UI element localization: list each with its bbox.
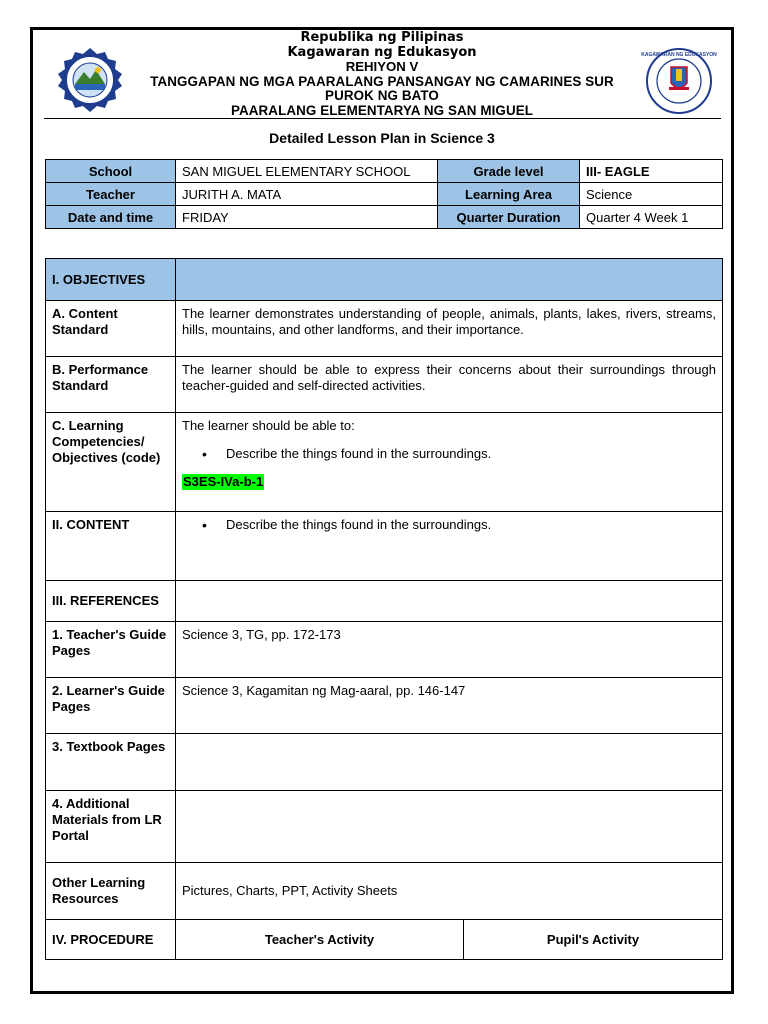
info-row-date	[46, 206, 723, 229]
teacher-label: Teacher	[46, 183, 176, 206]
bullet-icon: •	[202, 446, 207, 462]
references-row	[46, 581, 723, 622]
content-cell	[176, 512, 723, 581]
other-resources-value: Pictures, Charts, PPT, Activity Sheets	[176, 863, 723, 920]
pupil-activity-header: Pupil's Activity	[464, 920, 723, 960]
school-value: SAN MIGUEL ELEMENTARY SCHOOL	[176, 160, 438, 183]
grade-level-label: Grade level	[438, 160, 580, 183]
references-label: III. REFERENCES	[46, 581, 176, 622]
other-resources-label: Other Learning Resources	[46, 863, 176, 920]
document-title: Detailed Lesson Plan in Science 3	[269, 130, 495, 146]
performance-standard-text: The learner should be able to express their concerns about their surroundings through teacher-guided and self-directed activities.	[176, 357, 723, 413]
content-standard-text: The learner demonstrates understanding of people, animals, plants, lakes, rivers, streams, hills, mountains, and other landforms, and their importance.	[176, 301, 723, 357]
deped-seal-ring-text: KAGAWARAN NG EDUKASYON	[641, 52, 717, 58]
letterhead-department: Kagawaran ng Edukasyon	[287, 44, 477, 60]
date-time-label: Date and time	[46, 206, 176, 229]
info-row-school	[46, 160, 723, 183]
letterhead-division: TANGGAPAN NG MGA PAARALANG PANSANGAY NG CAMARINES SUR	[150, 73, 614, 89]
competencies-cell	[176, 413, 723, 512]
textbook-label: 3. Textbook Pages	[46, 734, 176, 791]
teachers-guide-label: 1. Teacher's Guide Pages	[46, 622, 176, 678]
teacher-value: JURITH A. MATA	[176, 183, 438, 206]
teachers-guide-value: Science 3, TG, pp. 172-173	[176, 622, 723, 678]
learning-area-label: Learning Area	[438, 183, 580, 206]
textbook-value	[176, 734, 723, 791]
learners-guide-label: 2. Learner's Guide Pages	[46, 678, 176, 734]
performance-standard-row	[46, 357, 723, 413]
content-standard-row	[46, 301, 723, 357]
school-label: School	[46, 160, 176, 183]
content-bullet-text: Describe the things found in the surroundings.	[226, 517, 492, 532]
letterhead-school: PAARALANG ELEMENTARYA NG SAN MIGUEL	[230, 102, 534, 118]
performance-standard-label: B. Performance Standard	[46, 357, 176, 413]
competency-code: S3ES-IVa-b-1	[183, 474, 264, 489]
competencies-bullet-text: Describe the things found in the surroundings.	[226, 446, 492, 461]
lesson-plan-table	[45, 258, 723, 960]
letterhead-country: Republika ng Pilipinas	[300, 30, 464, 45]
bullet-icon: •	[202, 517, 207, 533]
content-bullet-item	[182, 517, 716, 533]
date-time-value: FRIDAY	[176, 206, 438, 229]
other-resources-row	[46, 863, 723, 920]
letterhead-region: REHIYON V	[345, 59, 419, 75]
competencies-intro: The learner should be able to:	[182, 418, 355, 433]
references-cell	[176, 581, 723, 622]
competencies-label: C. Learning Competencies/ Objectives (code)	[46, 413, 176, 512]
info-row-teacher	[46, 183, 723, 206]
letterhead	[33, 30, 731, 118]
letterhead-lines	[33, 31, 731, 119]
content-label: II. CONTENT	[46, 512, 176, 581]
competencies-row	[46, 413, 723, 512]
content-standard-label: A. Content Standard	[46, 301, 176, 357]
header-divider	[44, 118, 721, 119]
content-row	[46, 512, 723, 581]
competencies-bullet-item	[182, 446, 716, 462]
school-info-table	[45, 159, 723, 229]
objectives-cell	[176, 259, 723, 301]
textbook-row	[46, 734, 723, 791]
quarter-duration-value: Quarter 4 Week 1	[580, 206, 723, 229]
teachers-guide-row	[46, 622, 723, 678]
objectives-label: I. OBJECTIVES	[46, 259, 176, 301]
learners-guide-value: Science 3, Kagamitan ng Mag-aaral, pp. 146-147	[176, 678, 723, 734]
additional-materials-value	[176, 791, 723, 863]
teacher-activity-header: Teacher's Activity	[176, 920, 464, 960]
objectives-row	[46, 259, 723, 301]
procedure-label: IV. PROCEDURE	[46, 920, 176, 960]
additional-materials-label: 4. Additional Materials from LR Portal	[46, 791, 176, 863]
additional-materials-row	[46, 791, 723, 863]
procedure-row	[46, 920, 723, 960]
grade-level-value: III- EAGLE	[580, 160, 723, 183]
letterhead-district: PUROK NG BATO	[325, 88, 439, 104]
quarter-duration-label: Quarter Duration	[438, 206, 580, 229]
learning-area-value: Science	[580, 183, 723, 206]
learners-guide-row	[46, 678, 723, 734]
